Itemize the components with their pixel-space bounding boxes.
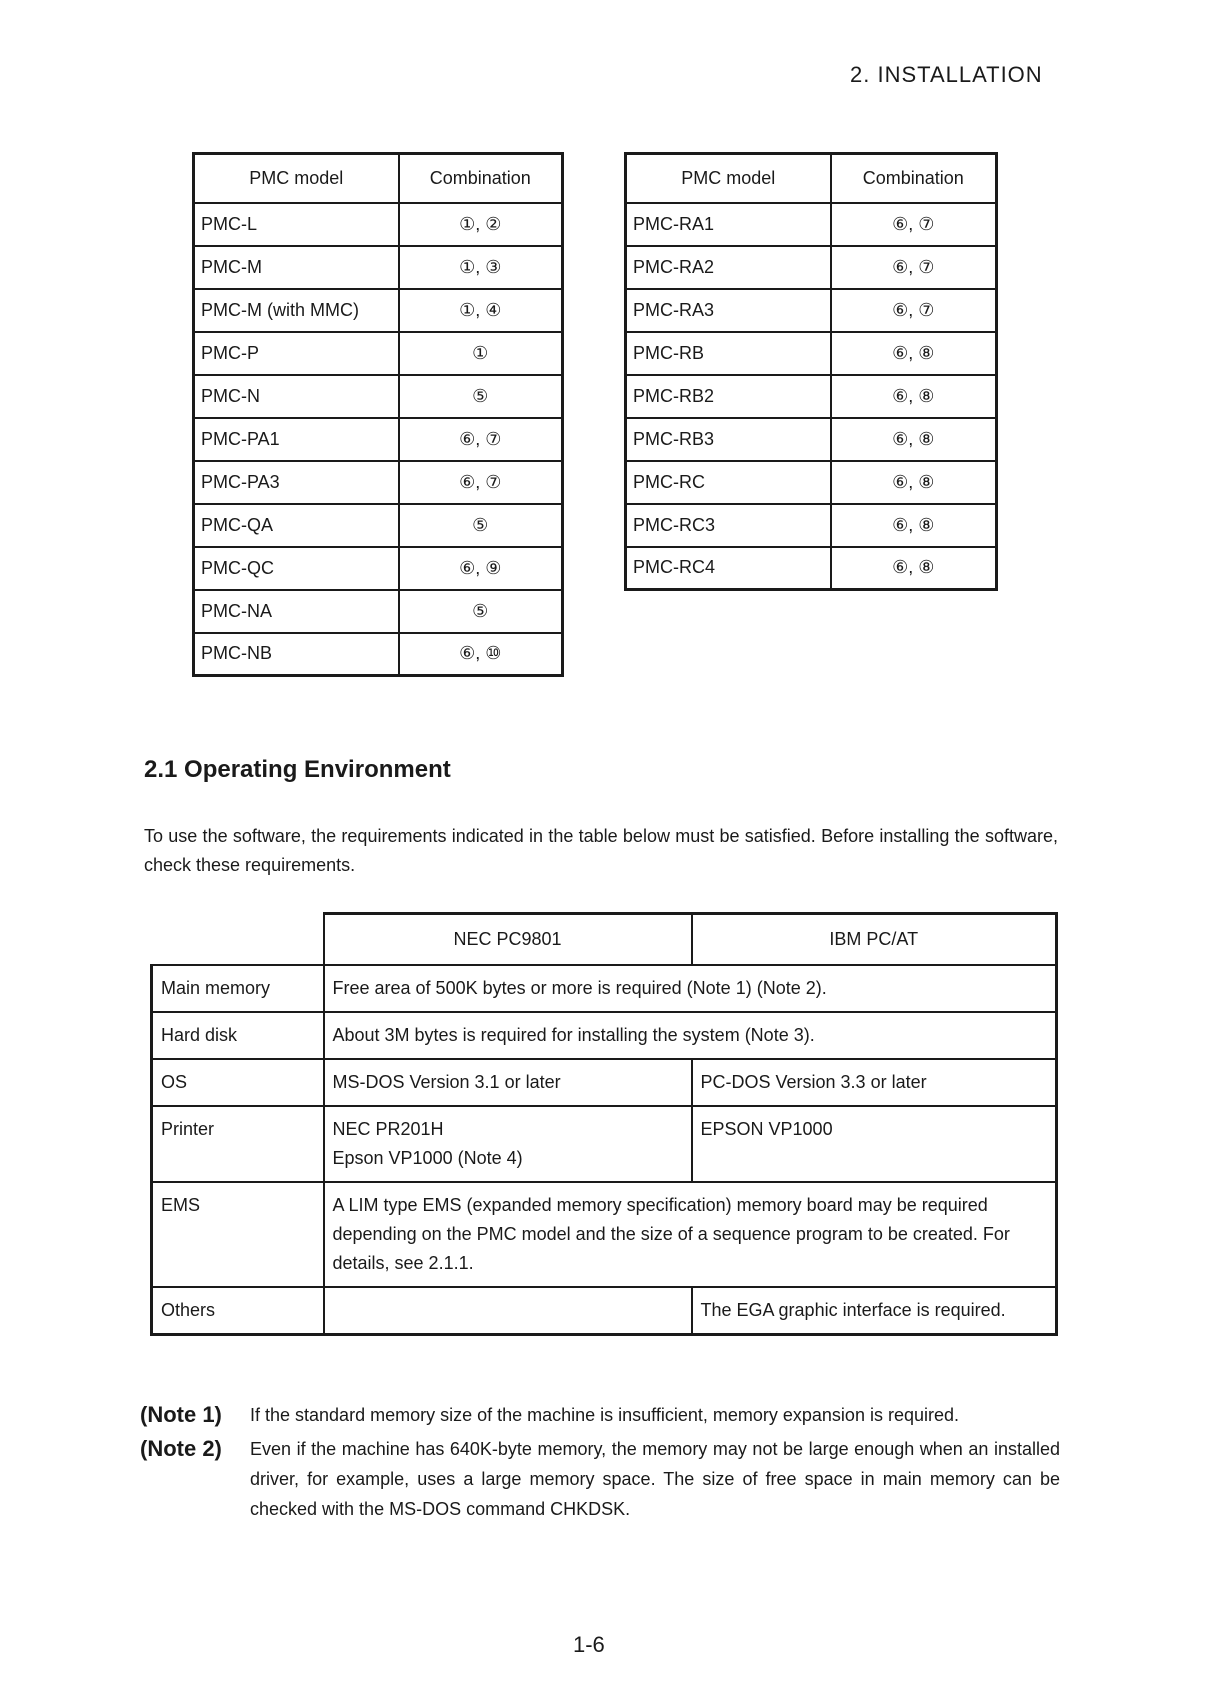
table-row [626, 246, 997, 289]
hard-disk-value: About 3M bytes is required for installing the system (Note 3). [324, 1012, 1057, 1059]
pmc-model-cell: PMC-N [194, 375, 399, 418]
row-label-main-memory: Main memory [152, 965, 324, 1012]
column-header-pmc-model: PMC model [194, 154, 399, 203]
pmc-combination-table-right [624, 152, 998, 591]
pmc-model-cell: PMC-QC [194, 547, 399, 590]
table-row [152, 1182, 1057, 1287]
table-row [194, 547, 563, 590]
note-text: If the standard memory size of the machine is insufficient, memory expansion is required. [250, 1405, 959, 1425]
note-label: (Note 1) [140, 1402, 222, 1427]
table-row [626, 547, 997, 590]
table-row [626, 332, 997, 375]
table-header-row [152, 914, 1057, 966]
printer-ibm-value: EPSON VP1000 [692, 1106, 1057, 1182]
chapter-header: 2. INSTALLATION [850, 62, 1043, 87]
table-row [626, 289, 997, 332]
page-number: 1-6 [573, 1632, 605, 1657]
pmc-model-cell: PMC-RB2 [626, 375, 831, 418]
table-row [626, 504, 997, 547]
os-nec-value: MS-DOS Version 3.1 or later [324, 1059, 692, 1106]
pmc-model-cell: PMC-M [194, 246, 399, 289]
column-header-combination: Combination [399, 154, 563, 203]
combination-cell: ⑤ [399, 590, 563, 633]
table-row [152, 1012, 1057, 1059]
combination-cell: ⑥, ⑦ [831, 203, 997, 246]
combination-cell: ⑤ [399, 504, 563, 547]
pmc-model-cell: PMC-PA3 [194, 461, 399, 504]
table-row [152, 1106, 1057, 1182]
pmc-model-cell: PMC-RB3 [626, 418, 831, 461]
table-row [152, 965, 1057, 1012]
printer-nec-value [324, 1106, 692, 1182]
table-row [152, 1059, 1057, 1106]
os-ibm-value: PC-DOS Version 3.3 or later [692, 1059, 1057, 1106]
table-row [194, 332, 563, 375]
pmc-model-cell: PMC-RA3 [626, 289, 831, 332]
ems-value: A LIM type EMS (expanded memory specification) memory board may be required depending on the PMC model and the size of a sequence program to be created. For details, see 2.1.1. [324, 1182, 1057, 1287]
pmc-model-cell: PMC-QA [194, 504, 399, 547]
others-ibm-value: The EGA graphic interface is required. [692, 1287, 1057, 1335]
table-body [194, 203, 563, 676]
section-title: 2.1 Operating Environment [144, 756, 451, 783]
table-row [626, 203, 997, 246]
combination-cell: ⑥, ⑧ [831, 547, 997, 590]
pmc-model-cell: PMC-RC3 [626, 504, 831, 547]
combination-cell: ⑥, ⑦ [831, 246, 997, 289]
column-header-combination: Combination [831, 154, 997, 203]
row-label-others: Others [152, 1287, 324, 1335]
pmc-model-cell: PMC-RC [626, 461, 831, 504]
pmc-model-cell: PMC-PA1 [194, 418, 399, 461]
combination-cell: ⑥, ⑨ [399, 547, 563, 590]
combination-cell: ⑥, ⑧ [831, 418, 997, 461]
note-label: (Note 2) [140, 1436, 222, 1461]
combination-cell: ①, ③ [399, 246, 563, 289]
pmc-model-cell: PMC-NB [194, 633, 399, 676]
pmc-model-cell: PMC-RB [626, 332, 831, 375]
row-label-hard-disk: Hard disk [152, 1012, 324, 1059]
note-item [140, 1434, 1060, 1524]
combination-cell: ①, ④ [399, 289, 563, 332]
table-row [626, 461, 997, 504]
combination-cell: ⑥, ⑧ [831, 461, 997, 504]
table-row [194, 246, 563, 289]
combination-cell: ⑥, ⑦ [399, 418, 563, 461]
column-header-pmc-model: PMC model [626, 154, 831, 203]
row-label-printer: Printer [152, 1106, 324, 1182]
table-row [194, 461, 563, 504]
note-item [140, 1400, 1060, 1430]
combination-cell: ①, ② [399, 203, 563, 246]
combination-cell: ⑥, ⑦ [399, 461, 563, 504]
others-nec-value [324, 1287, 692, 1335]
table-row [194, 504, 563, 547]
printer-nec-line-2: Epson VP1000 (Note 4) [332, 1148, 523, 1168]
printer-nec-line-1: NEC PR201H [332, 1119, 444, 1139]
combination-cell: ⑥, ⑧ [831, 332, 997, 375]
table-row [194, 633, 563, 676]
intro-paragraph: To use the software, the requirements indicated in the table below must be satisfied. Before installing the software, check these requirements. [144, 826, 1058, 875]
pmc-model-cell: PMC-P [194, 332, 399, 375]
table-row [194, 418, 563, 461]
table-row [194, 590, 563, 633]
pmc-model-cell: PMC-RA1 [626, 203, 831, 246]
combination-cell: ① [399, 332, 563, 375]
table-row [626, 418, 997, 461]
main-memory-value: Free area of 500K bytes or more is required (Note 1) (Note 2). [324, 965, 1057, 1012]
table-row [194, 289, 563, 332]
pmc-model-cell: PMC-NA [194, 590, 399, 633]
table-row [194, 203, 563, 246]
combination-cell: ⑥, ⑩ [399, 633, 563, 676]
operating-environment-table [150, 912, 1058, 1336]
empty-corner-cell [152, 914, 324, 966]
pmc-model-cell: PMC-L [194, 203, 399, 246]
row-label-ems: EMS [152, 1182, 324, 1287]
combination-cell: ⑥, ⑦ [831, 289, 997, 332]
pmc-model-cell: PMC-M (with MMC) [194, 289, 399, 332]
table-row [152, 1287, 1057, 1335]
row-label-os: OS [152, 1059, 324, 1106]
note-text: Even if the machine has 640K-byte memory, the memory may not be large enough when an installed driver, for example, uses a large memory space. The size of free space in main memory can be checked with the MS-DOS command CHKDSK. [250, 1439, 1060, 1519]
combination-cell: ⑤ [399, 375, 563, 418]
combination-cell: ⑥, ⑧ [831, 504, 997, 547]
table-row [194, 375, 563, 418]
table-body [626, 203, 997, 590]
combination-cell: ⑥, ⑧ [831, 375, 997, 418]
table-row [626, 375, 997, 418]
pmc-model-cell: PMC-RC4 [626, 547, 831, 590]
pmc-combination-table-left [192, 152, 564, 677]
notes-section [140, 1400, 1060, 1528]
column-header-ibm: IBM PC/AT [692, 914, 1057, 966]
column-header-nec: NEC PC9801 [324, 914, 692, 966]
pmc-model-cell: PMC-RA2 [626, 246, 831, 289]
